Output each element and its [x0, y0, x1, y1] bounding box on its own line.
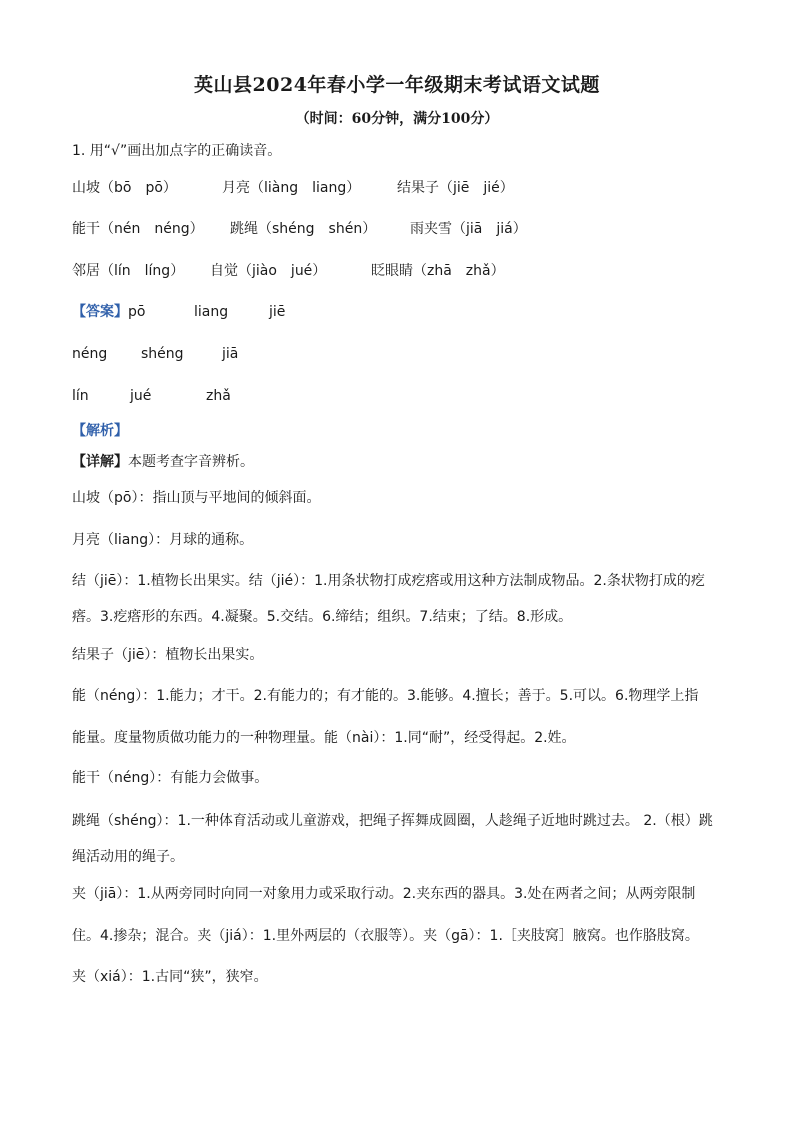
analysis-line: 能（néng）：1.能力；才干。2.有能力的；有才能的。3.能够。4.擅长；善于。5.可以。6.物理学上指 — [72, 688, 699, 704]
question-item: 自觉（jiào jué） — [210, 263, 327, 279]
analysis-line: 瘩。3.疙瘩形的东西。4.凝聚。5.交结。6.缔结；组织。7.结束；了结。8.形成。 — [72, 609, 573, 625]
question-item: 月亮（liàng liang） — [222, 180, 361, 196]
analysis-tag: 【解析】 — [72, 423, 128, 439]
answer-item: néng — [72, 346, 108, 362]
answer-item: shéng — [141, 346, 184, 362]
answer-item: liang — [194, 304, 229, 320]
analysis-line: 结（jiē）：1.植物长出果实。结（jié）：1.用条状物打成疙瘩或用这种方法制成物品。2.条状物打成的疙 — [72, 573, 705, 589]
detail-text: 本题考查字音辨析。 — [128, 454, 254, 470]
answer-item: pō — [128, 304, 146, 320]
question-prompt: 1. 用“√”画出加点字的正确读音。 — [72, 143, 282, 159]
analysis-line: 月亮（liang）：月球的通称。 — [72, 532, 254, 548]
detail-line — [72, 452, 254, 472]
question-item: 山坡（bō pō） — [72, 180, 177, 196]
analysis-line: 绳活动用的绳子。 — [72, 849, 184, 865]
analysis-line: 夹（xiá）：1.古同“狭”，狭窄。 — [72, 969, 268, 985]
detail-tag: 【详解】 — [72, 454, 128, 470]
analysis-line: 山坡（pō）：指山顶与平地间的倾斜面。 — [72, 490, 321, 506]
answer-item: jué — [130, 388, 152, 404]
answer-item: lín — [72, 388, 89, 404]
question-item: 眨眼睛（zhā zhǎ） — [371, 263, 505, 279]
answer-tag: 【答案】 — [72, 304, 128, 320]
analysis-line: 住。4.掺杂；混合。夹（jiá）：1.里外两层的（衣服等）。夹（gā）：1.［夹肢窝］腋窝。也作胳肢窝。 — [72, 928, 699, 944]
question-item: 雨夹雪（jiā jiá） — [410, 221, 527, 237]
page-subtitle: （时间：60分钟，满分100分） — [295, 111, 499, 127]
analysis-line: 夹（jiā）：1.从两旁同时向同一对象用力或采取行动。2.夹东西的器具。3.处在两者之间；从两旁限制 — [72, 886, 696, 902]
question-item: 邻居（lín líng） — [72, 263, 185, 279]
analysis-line: 跳绳（shéng）：1.一种体育活动或儿童游戏，把绳子挥舞成圆圈，人趁绳子近地时跳过去。 2.（根）跳 — [72, 813, 713, 829]
analysis-line: 结果子（jiē）：植物长出果实。 — [72, 647, 264, 663]
analysis-line: 能量。度量物质做功能力的一种物理量。能（nài）：1.同“耐”，经受得起。2.姓。 — [72, 730, 576, 746]
page-title: 英山县2024年春小学一年级期末考试语文试题 — [194, 74, 600, 96]
question-item: 结果子（jiē jié） — [397, 180, 514, 196]
analysis-line: 能干（néng）：有能力会做事。 — [72, 770, 269, 786]
answer-item: jiā — [222, 346, 239, 362]
answer-item: jiē — [269, 304, 286, 320]
answer-item: zhǎ — [206, 388, 231, 404]
question-item: 能干（nén néng） — [72, 221, 204, 237]
question-item: 跳绳（shéng shén） — [230, 221, 377, 237]
